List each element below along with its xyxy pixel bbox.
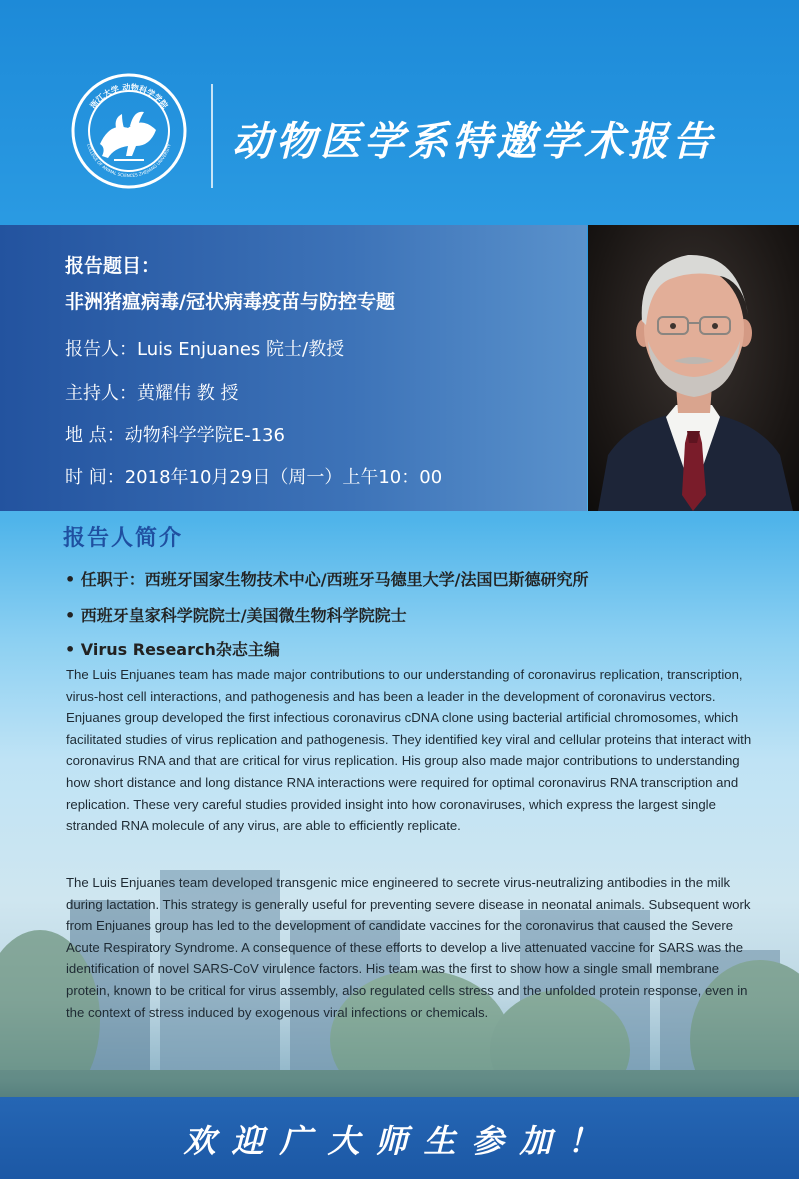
intro-bullet: • 任职于：西班牙国家生物技术中心/西班牙马德里大学/法国巴斯德研究所 (65, 570, 589, 589)
svg-text:COLLEGE OF ANIMAL SCIENCES ZHE: COLLEGE OF ANIMAL SCIENCES ZHEJIANG UNIVERSITY (86, 143, 172, 179)
host-line: 主持人：黄耀伟 教 授 (65, 383, 239, 404)
location-line: 地 点：动物科学学院E-136 (65, 425, 285, 446)
header (0, 0, 799, 225)
page-title: 动物医学系特邀学术报告 (232, 118, 716, 165)
svg-text:浙江大学 动物科学学院: 浙江大学 动物科学学院 (88, 82, 170, 111)
speaker-photo (588, 225, 799, 511)
logo-seal-icon (70, 72, 188, 190)
bio-paragraph-2: The Luis Enjuanes team developed transgenic mice engineered to secrete virus-neutralizing antibodies in the milk during lactation. This strategy is generally useful for preventing severe disease in neonatal animals. Subsequent work from Enjuanes group has led to the development of candidate vaccines for the coronavirus that caused the Severe Acute Respiratory Syndrome. A consequence of these efforts to develop a live attenuated vaccine for SARS was the identification of novel SARS-CoV virulence factors. His team was the first to show how a single small membrane protein, known to be critical for virus assembly, also regulated cells stress and the unfolded protein response, even in the context of stress induced by exogenous viral infections or chemicals. (66, 875, 751, 1020)
welcome-banner: 欢迎广大师生参加！ (183, 1122, 616, 1160)
topic-label: 报告题目： (65, 255, 161, 277)
university-logo (70, 72, 188, 190)
bio-paragraph-1: The Luis Enjuanes team has made major contributions to our understanding of coronavirus replication, transcription, virus-host cell interactions, and pathogenesis and has been a leader in the development of coronavirus vectors. Enjuanes group developed the first infectious coronavirus cDNA clone using bacterial artificial chromosomes, which facilitated studies of virus replication and pathogenesis. They identified key viral and cellular proteins that interact with coronavirus RNA and that are critical for virus replication. His group also made major contributions to understanding how short distance and long distance RNA interactions were required for optimal coronavirus RNA transcription and replication. These very careful studies provided insight into how coronaviruses, which express the largest single stranded RNA molecule of any virus, are able to efficiently replicate. (66, 667, 752, 834)
time-line: 时 间：2018年10月29日（周一）上午10：00 (65, 467, 443, 488)
intro-bullet: • Virus Research杂志主编 (65, 640, 280, 659)
header-divider (211, 84, 213, 188)
intro-section-title: 报告人简介 (63, 526, 184, 551)
intro-bullet: • 西班牙皇家科学院院士/美国微生物科学院院士 (65, 606, 407, 625)
speaker-line: 报告人：Luis Enjuanes 院士/教授 (65, 339, 345, 360)
topic-title: 非洲猪瘟病毒/冠状病毒疫苗与防控专题 (65, 291, 395, 313)
